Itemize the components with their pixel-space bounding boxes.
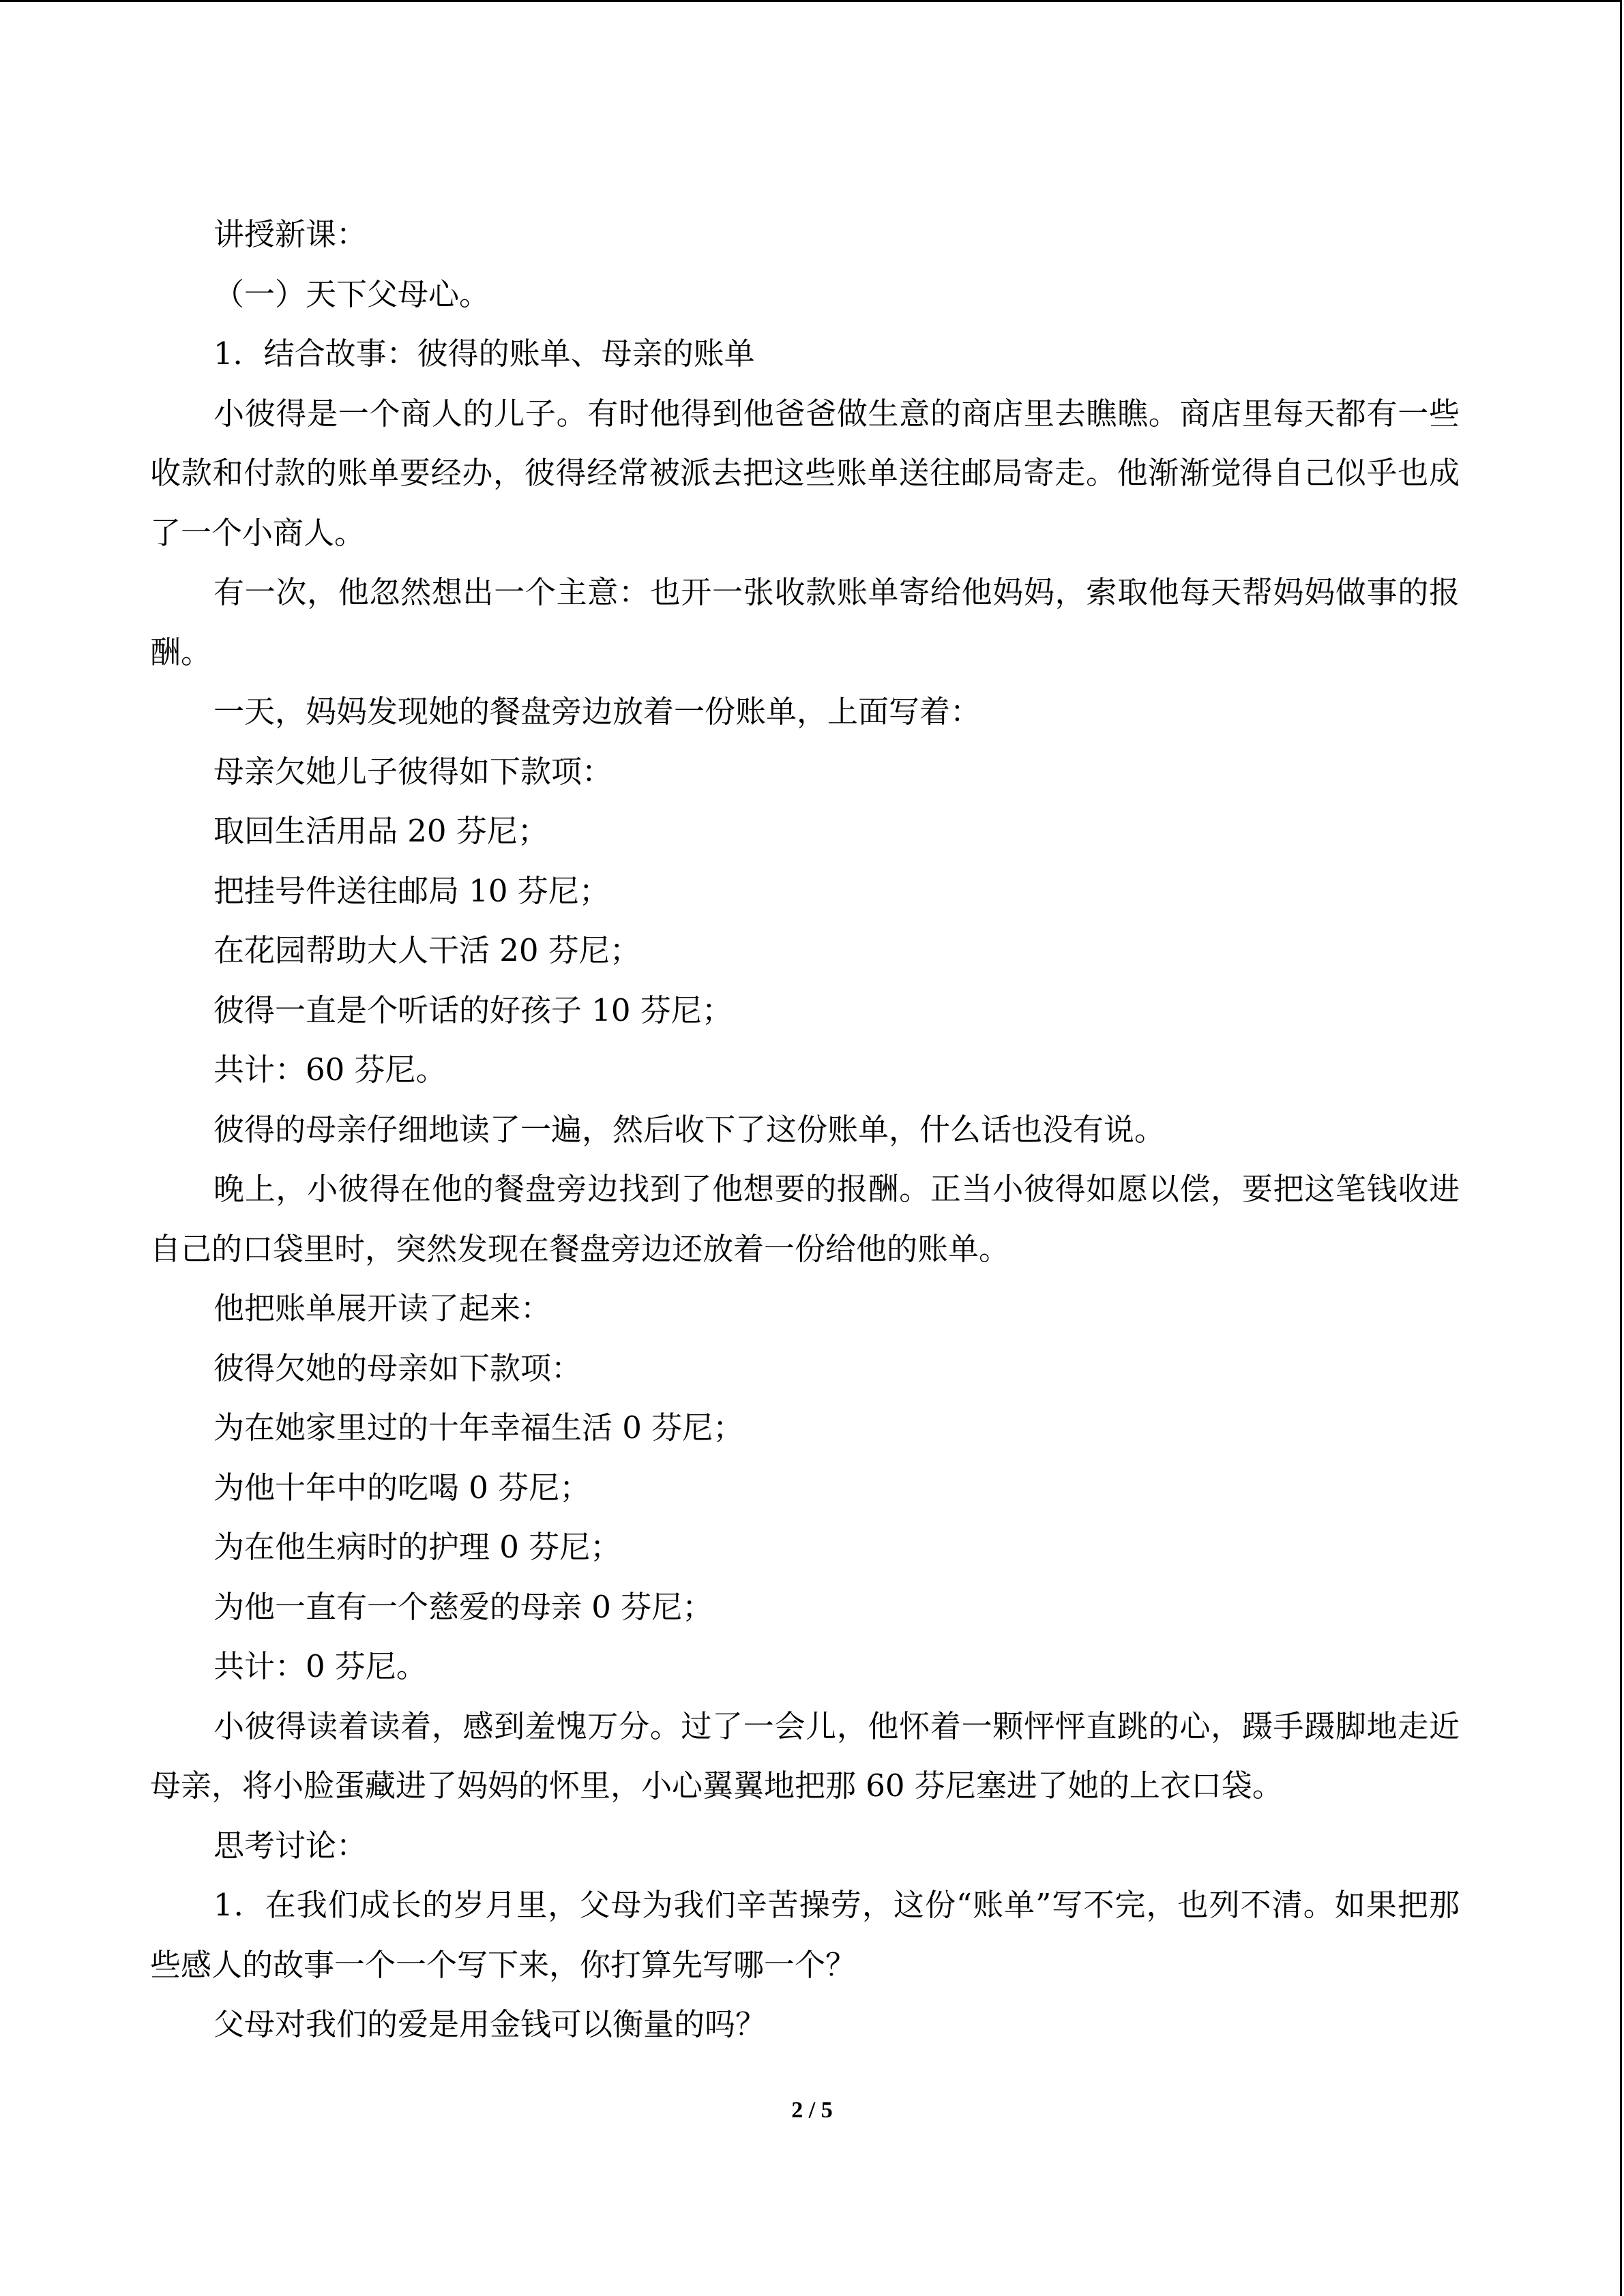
bill-line: 在花园帮助大人干活 20 芬尼；: [213, 932, 640, 968]
section-heading: 讲授新课：: [213, 216, 368, 252]
story-paragraph: 小彼得是一个商人的儿子。有时他得到他爸爸做生意的商店里去瞧瞧。商店里每天都有一些收款和付款的账单要经办，彼得经常被派去把这些账单送往邮局寄走。他渐渐觉得自己似乎也成了一个小商人。: [150, 395, 1460, 551]
page-number: 2 / 5: [791, 2098, 833, 2123]
bill-line: 把挂号件送往邮局 10 芬尼；: [213, 872, 610, 909]
story-paragraph: 小彼得读着读着，感到羞愧万分。过了一会儿，他怀着一颗怦怦直跳的心，蹑手蹑脚地走近母亲，将小脸蛋藏进了妈妈的怀里，小心翼翼地把那 60 芬尼塞进了她的上衣口袋。: [150, 1708, 1460, 1804]
bill-line: 为他十年中的吃喝 0 芬尼；: [213, 1469, 591, 1506]
story-paragraph: 彼得的母亲仔细地读了一遍，然后收下了这份账单，什么话也没有说。: [213, 1111, 1166, 1148]
story-paragraph: 晚上，小彼得在他的餐盘旁边找到了他想要的报酬。正当小彼得如愿以偿，要把这笔钱收进自己的口袋里时，突然发现在餐盘旁边还放着一份给他的账单。: [150, 1171, 1460, 1267]
discussion-question: 父母对我们的爱是用金钱可以衡量的吗？: [213, 2006, 767, 2042]
bill-line: 为在她家里过的十年幸福生活 0 芬尼；: [213, 1410, 744, 1446]
bill-line: 彼得一直是个听话的好孩子 10 芬尼；: [213, 992, 733, 1028]
discussion-question: 1．在我们成长的岁月里，父母为我们辛苦操劳，这份“账单”写不完，也列不清。如果把那些感人的故事一个一个写下来，你打算先写哪一个？: [150, 1887, 1460, 1983]
bill-line: 为在他生病时的护理 0 芬尼；: [213, 1529, 621, 1565]
bill-line: 取回生活用品 20 芬尼；: [213, 813, 548, 849]
bill-total: 共计：60 芬尼。: [213, 1052, 447, 1088]
bill-title: 彼得欠她的母亲如下款项：: [213, 1350, 582, 1386]
bill-title: 母亲欠她儿子彼得如下款项：: [213, 753, 613, 790]
story-paragraph: 一天，妈妈发现她的餐盘旁边放着一份账单，上面写着：: [213, 694, 981, 730]
document-body: [150, 205, 1460, 2055]
story-paragraph: 有一次，他忽然想出一个主意：也开一张收款账单寄给他妈妈，索取他每天帮妈妈做事的报酬。: [150, 574, 1460, 670]
bill-total: 共计：0 芬尼。: [213, 1648, 427, 1684]
item-heading: 1．结合故事：彼得的账单、母亲的账单: [213, 336, 755, 372]
story-paragraph: 他把账单展开读了起来：: [213, 1290, 552, 1326]
discussion-heading: 思考讨论：: [213, 1827, 368, 1864]
subsection-heading: （一）天下父母心。: [213, 275, 490, 312]
bill-line: 为他一直有一个慈爱的母亲 0 芬尼；: [213, 1588, 713, 1625]
